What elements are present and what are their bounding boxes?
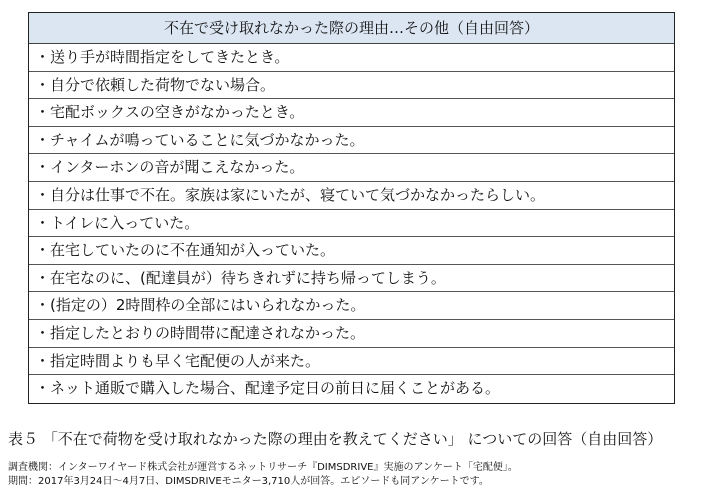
- table-row: ・自分は仕事で不在。家族は家にいたが、寝ていて気づかなかったらしい。: [29, 182, 674, 210]
- reasons-table: [28, 12, 675, 404]
- table-row: ・宅配ボックスの空きがなかったとき。: [29, 99, 674, 127]
- table-row: ・チャイムが鳴っていることに気づかなかった。: [29, 127, 674, 155]
- table-row: ・送り手が時間指定をしてきたとき。: [29, 44, 674, 72]
- survey-source-note: 調査機関：インターワイヤード株式会社が運営するネットリサーチ『DIMSDRIVE』実施のアンケート「宅配便」。: [8, 462, 518, 473]
- table-row: ・自分で依頼した荷物でない場合。: [29, 72, 674, 100]
- survey-period-note: 期間：2017年3月24日～4月7日、DIMSDRIVEモニター3,710人が回答。エピソードも同アンケートです。: [8, 476, 489, 487]
- table-row: ・指定時間よりも早く宅配便の人が来た。: [29, 348, 674, 376]
- table-header: 不在で受け取れなかった際の理由…その他（自由回答）: [29, 13, 674, 44]
- table-row: ・トイレに入っていた。: [29, 210, 674, 238]
- table-row: ・インターホンの音が聞こえなかった。: [29, 154, 674, 182]
- table-row: ・ネット通販で購入した場合、配達予定日の前日に届くことがある。: [35, 379, 501, 398]
- table-caption: 表５ 「不在で荷物を受け取れなかった際の理由を教えてください」 についての回答（自由回答）: [8, 430, 663, 448]
- table-row: ・指定したとおりの時間帯に配達されなかった。: [29, 320, 674, 348]
- table-row: ・(指定の）2時間枠の全部にはいられなかった。: [29, 292, 674, 320]
- table-row: ・在宅なのに、(配達員が）待ちきれずに持ち帰ってしまう。: [29, 265, 674, 293]
- table-row: ・在宅していたのに不在通知が入っていた。: [29, 237, 674, 265]
